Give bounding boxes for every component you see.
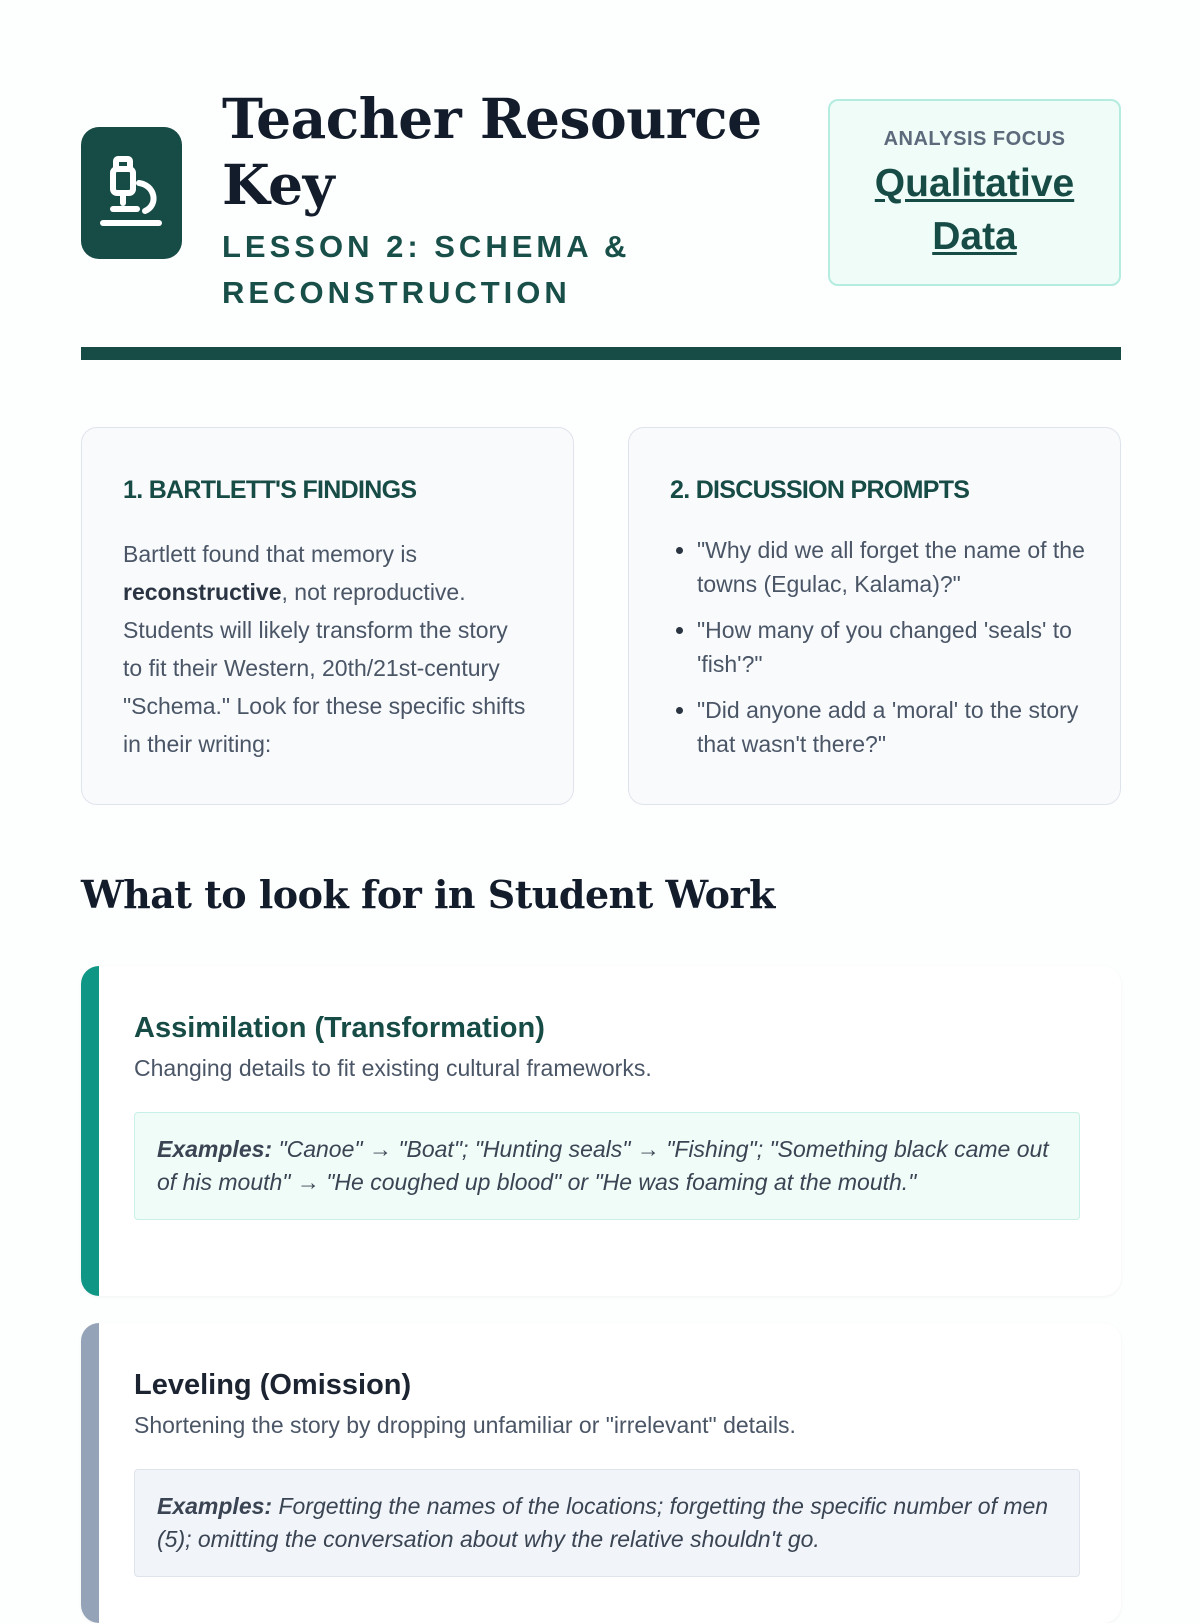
prompt-item: • "How many of you changed 'seals' to 'fish'?"	[697, 613, 1107, 681]
findings-card	[81, 427, 574, 805]
item-examples-box	[134, 1469, 1080, 1577]
item-title: Assimilation (Transformation)	[134, 1012, 545, 1044]
look-for-item-assimilation	[81, 966, 1121, 1296]
look-for-item-leveling	[81, 1323, 1121, 1623]
examples-label: Examples:	[157, 1493, 273, 1519]
prompt-item: • "Did anyone add a 'moral' to the story that wasn't there?"	[697, 693, 1107, 761]
item-description: Shortening the story by dropping unfamiliar or "irrelevant" details.	[134, 1412, 796, 1438]
microscope-icon	[81, 127, 182, 259]
page-header	[81, 86, 1121, 310]
findings-text	[123, 535, 533, 763]
item-accent-bar	[81, 1323, 99, 1623]
examples-text: "Canoe" → "Boat"; "Hunting seals" → "Fishing"; "Something black came out of his mouth" → "He coughed up blood" or "He was foaming at the mouth."	[157, 1136, 1049, 1195]
findings-text-start: Bartlett found that memory is	[123, 541, 418, 567]
section-heading: What to look for in Student Work	[81, 872, 775, 917]
lesson-subtitle: LESSON 2: SCHEMA & RECONSTRUCTION	[222, 229, 631, 310]
item-examples-box	[134, 1112, 1080, 1220]
prompt-item: • "Why did we all forget the name of the towns (Egulac, Kalama)?"	[697, 533, 1107, 601]
examples-text: Forgetting the names of the locations; forgetting the specific number of men (5); omitting the conversation about why the relative shouldn't go.	[157, 1493, 1049, 1552]
examples-label: Examples:	[157, 1136, 273, 1162]
title-block	[222, 86, 782, 316]
item-accent-bar	[81, 966, 99, 1296]
page-title: Teacher Resource Key	[222, 86, 762, 217]
analysis-focus-value: Qualitative Data	[874, 162, 1075, 258]
item-description: Changing details to fit existing cultural frameworks.	[134, 1055, 652, 1081]
prompts-heading: 2. DISCUSSION PROMPTS	[670, 476, 970, 504]
findings-text-end: , not reproductive. Students will likely transform the story to fit their Western, 20th/21st-century "Schema." Look for these specific shifts in their writing:	[123, 579, 526, 757]
analysis-focus-box	[828, 99, 1121, 286]
findings-heading: 1. BARTLETT'S FINDINGS	[123, 476, 417, 504]
analysis-focus-label: ANALYSIS FOCUS	[883, 128, 1066, 150]
findings-text-emphasis: reconstructive	[123, 579, 282, 605]
discussion-prompts-card	[628, 427, 1121, 805]
item-title: Leveling (Omission)	[134, 1369, 412, 1401]
header-divider	[81, 347, 1121, 360]
prompts-list	[670, 533, 1107, 761]
